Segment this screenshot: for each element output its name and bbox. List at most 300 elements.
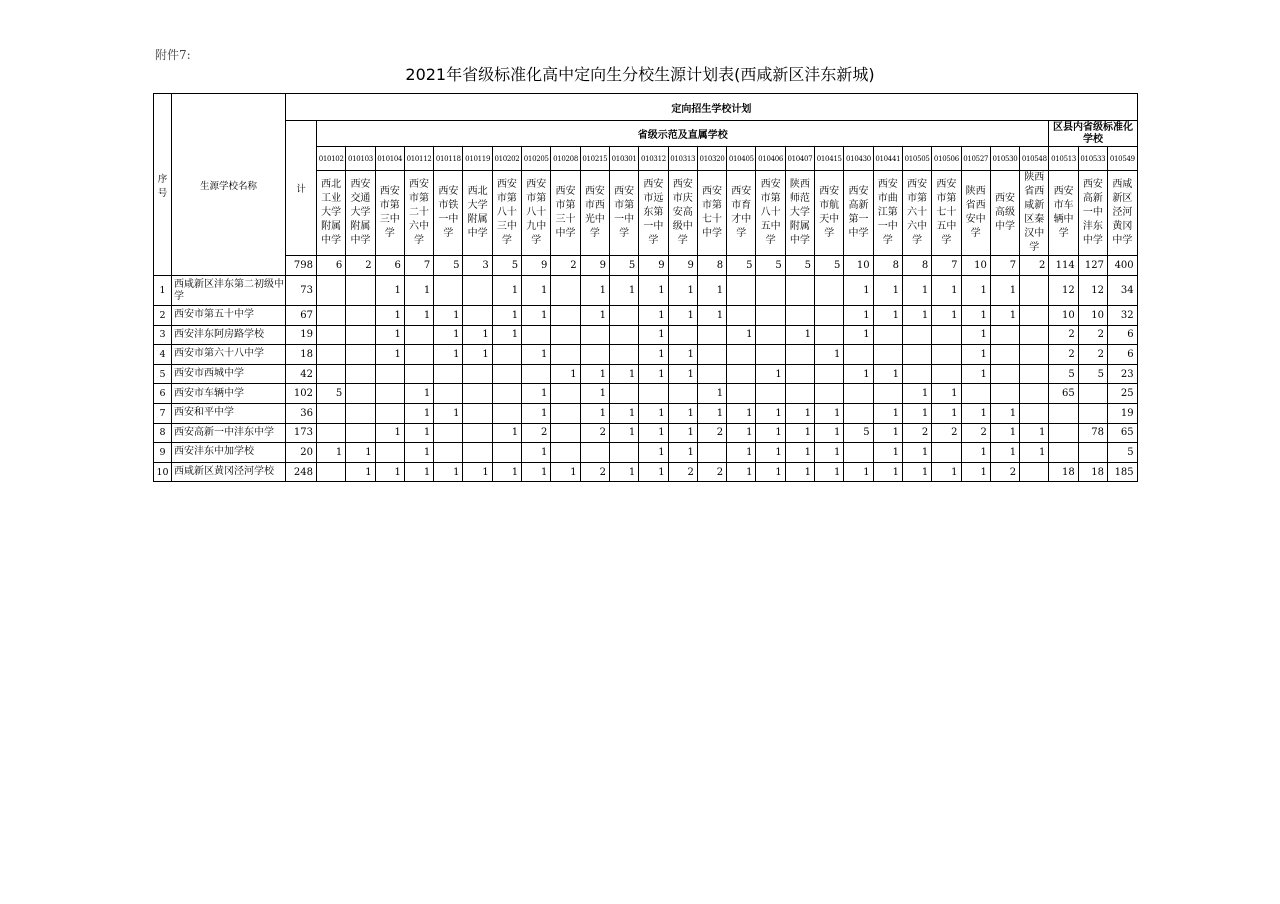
table-row [154,462,1138,482]
plan-cell [522,364,551,384]
plan-cell: 1 [609,364,638,384]
plan-cell: 1 [668,364,697,384]
plan-cell: 2 [580,462,609,482]
plan-cell [727,306,756,326]
row-index: 6 [154,384,172,404]
plan-cell: 1 [522,462,551,482]
plan-cell: 5 [844,423,873,443]
row-total: 67 [286,306,317,326]
table-row [154,423,1138,443]
plan-cell: 1 [785,325,814,345]
plan-cell: 1 [844,364,873,384]
school-code: 010548 [1020,147,1049,171]
plan-cell [873,325,902,345]
school-name-header [346,171,375,256]
plan-cell: 185 [1108,462,1138,482]
row-total: 36 [286,403,317,423]
plan-cell [1049,423,1078,443]
plan-cell [551,423,580,443]
source-school-name: 西安市第六十八中学 [172,345,286,365]
school-code: 010202 [492,147,521,171]
school-code: 010406 [756,147,785,171]
grand-total: 798 [286,256,317,276]
school-name-header [844,171,873,256]
column-total: 6 [375,256,404,276]
school-name-header [551,171,580,256]
plan-cell [346,345,375,365]
plan-cell [404,364,433,384]
plan-cell [1020,306,1049,326]
plan-cell: 1 [434,325,463,345]
plan-cell: 1 [346,462,375,482]
plan-cell [727,276,756,306]
plan-cell: 1 [873,276,902,306]
plan-cell [932,443,961,463]
totals-row [154,256,1138,276]
plan-cell: 1 [639,325,668,345]
school-name-header [1078,171,1107,256]
school-code: 010415 [815,147,844,171]
plan-cell [1049,443,1078,463]
school-code: 010118 [434,147,463,171]
table-row [154,384,1138,404]
school-name-text: 西安市第八十三中学 [496,179,517,246]
plan-cell: 1 [639,364,668,384]
plan-cell [434,364,463,384]
plan-cell: 2 [902,423,931,443]
plan-cell: 1 [404,276,433,306]
school-name-header [727,171,756,256]
plan-cell: 1 [522,384,551,404]
plan-cell: 1 [785,462,814,482]
plan-cell [551,276,580,306]
plan-cell [1020,462,1049,482]
column-total: 5 [492,256,521,276]
school-name-header [404,171,433,256]
plan-cell [317,423,346,443]
school-name-header [815,171,844,256]
plan-cell [463,423,492,443]
plan-cell: 1 [375,306,404,326]
school-code: 010405 [727,147,756,171]
school-name-text: 西安市第三十中学 [555,186,576,239]
row-total: 42 [286,364,317,384]
school-name-text: 陕西师范大学附属中学 [789,179,810,246]
plan-cell: 1 [1020,443,1049,463]
plan-cell [815,306,844,326]
plan-cell [404,325,433,345]
plan-cell: 2 [1078,345,1107,365]
plan-cell [317,276,346,306]
plan-cell: 1 [639,423,668,443]
plan-cell: 1 [727,403,756,423]
row-total: 19 [286,325,317,345]
plan-cell: 1 [375,462,404,482]
plan-cell [1049,403,1078,423]
column-total: 7 [990,256,1019,276]
row-index: 8 [154,423,172,443]
school-name-header [580,171,609,256]
plan-cell: 1 [639,276,668,306]
school-code: 010533 [1078,147,1107,171]
plan-cell [756,325,785,345]
plan-cell [609,306,638,326]
plan-cell: 2 [1078,325,1107,345]
column-total: 5 [785,256,814,276]
plan-cell: 1 [434,306,463,326]
school-name-text: 西安市西光中学 [584,186,605,239]
plan-cell: 5 [1078,364,1107,384]
school-name-header [609,171,638,256]
school-name-text: 西安高级中学 [994,193,1015,232]
plan-cell: 1 [815,423,844,443]
school-name-text: 西安市第一中学 [614,186,635,239]
plan-cell [697,325,726,345]
plan-cell: 1 [815,462,844,482]
plan-group-header: 定向招生学校计划 [286,94,1138,121]
plan-cell [902,345,931,365]
source-school-name: 西安市车辆中学 [172,384,286,404]
plan-cell: 2 [1049,345,1078,365]
school-name-header [317,171,346,256]
plan-cell: 1 [404,306,433,326]
school-name-text: 陕西省西安中学 [965,186,986,239]
plan-cell [434,423,463,443]
column-total: 8 [873,256,902,276]
plan-cell: 1 [609,423,638,443]
plan-cell: 1 [609,276,638,306]
plan-cell [844,345,873,365]
plan-cell [463,276,492,306]
plan-cell: 1 [375,325,404,345]
plan-cell [990,345,1019,365]
header-row-group [154,94,1138,121]
plan-cell: 1 [756,364,785,384]
plan-cell: 1 [961,345,990,365]
provincial-group-header: 省级示范及直属学校 [317,121,1049,147]
plan-cell: 1 [551,364,580,384]
column-total: 2 [346,256,375,276]
plan-cell [1020,384,1049,404]
school-code: 010208 [551,147,580,171]
column-total: 5 [727,256,756,276]
plan-cell: 1 [727,462,756,482]
plan-cell: 1 [522,306,551,326]
plan-cell [756,276,785,306]
plan-cell: 18 [1078,462,1107,482]
header-row-subgroup [154,121,1138,147]
school-code: 010102 [317,147,346,171]
plan-cell: 1 [990,306,1019,326]
plan-cell: 1 [492,423,521,443]
table-row [154,276,1138,306]
plan-cell [697,443,726,463]
plan-cell [844,384,873,404]
plan-cell: 1 [990,276,1019,306]
plan-cell: 1 [580,364,609,384]
plan-cell: 2 [697,423,726,443]
plan-cell: 25 [1108,384,1138,404]
plan-cell: 1 [785,423,814,443]
plan-cell: 19 [1108,403,1138,423]
plan-cell: 1 [580,276,609,306]
school-name-header [1049,171,1078,256]
column-total: 10 [844,256,873,276]
school-name-header [375,171,404,256]
plan-cell: 1 [1020,423,1049,443]
plan-cell [1020,276,1049,306]
plan-cell: 1 [668,443,697,463]
school-name-text: 西安高新一中沣东中学 [1082,179,1103,246]
plan-cell [463,306,492,326]
school-name-header [990,171,1019,256]
plan-cell [609,384,638,404]
column-total: 10 [961,256,990,276]
school-name-text: 西安交通大学附属中学 [350,179,371,246]
plan-cell: 1 [580,403,609,423]
plan-cell: 5 [1049,364,1078,384]
school-name-text: 陕西省西咸新区秦汉中学 [1024,172,1045,253]
plan-cell: 1 [492,306,521,326]
column-total: 9 [522,256,551,276]
plan-cell [727,345,756,365]
plan-cell [990,384,1019,404]
plan-cell [317,345,346,365]
school-name-text: 西安市第八十九中学 [526,179,547,246]
plan-cell [492,364,521,384]
school-name-header [785,171,814,256]
school-code: 010527 [961,147,990,171]
plan-cell [1020,345,1049,365]
plan-cell: 1 [639,462,668,482]
plan-cell [639,384,668,404]
plan-cell: 10 [1078,306,1107,326]
plan-cell: 1 [463,462,492,482]
plan-cell: 1 [990,403,1019,423]
school-name-header [932,171,961,256]
table-row [154,325,1138,345]
source-school-name: 西安市西城中学 [172,364,286,384]
source-school-header: 生源学校名称 [172,94,286,276]
plan-cell: 18 [1049,462,1078,482]
plan-cell: 10 [1049,306,1078,326]
plan-cell [815,364,844,384]
column-total: 7 [404,256,433,276]
plan-cell [1020,364,1049,384]
plan-cell [785,364,814,384]
plan-cell [902,325,931,345]
plan-cell [434,384,463,404]
plan-cell: 1 [902,403,931,423]
plan-cell [990,325,1019,345]
school-code: 010119 [463,147,492,171]
plan-cell: 1 [932,384,961,404]
plan-cell [463,443,492,463]
plan-cell [404,345,433,365]
school-name-header [873,171,902,256]
plan-cell: 1 [463,325,492,345]
source-school-name: 西安沣东中加学校 [172,443,286,463]
plan-cell [375,443,404,463]
plan-cell [727,364,756,384]
plan-cell: 1 [375,276,404,306]
plan-cell: 1 [756,443,785,463]
plan-cell: 1 [609,403,638,423]
school-name-text: 西安市庆安高级中学 [672,179,693,246]
plan-cell: 23 [1108,364,1138,384]
plan-cell [609,325,638,345]
plan-cell: 1 [756,462,785,482]
plan-cell [815,325,844,345]
plan-cell [1078,403,1107,423]
column-total: 8 [902,256,931,276]
plan-cell [434,276,463,306]
school-name-text: 西安市铁一中学 [438,186,459,239]
plan-cell: 1 [346,443,375,463]
source-school-name: 西安和平中学 [172,403,286,423]
plan-table [153,93,1138,482]
school-name-text: 西安市第七十中学 [702,186,722,239]
plan-cell: 1 [844,276,873,306]
school-name-header [1020,171,1049,256]
row-index: 10 [154,462,172,482]
plan-cell [1078,384,1107,404]
school-code: 010530 [990,147,1019,171]
row-index: 7 [154,403,172,423]
column-total: 2 [551,256,580,276]
school-code: 010104 [375,147,404,171]
school-name-header [1108,171,1138,256]
plan-cell [932,345,961,365]
source-school-name: 西安沣东阿房路学校 [172,325,286,345]
school-code: 010301 [609,147,638,171]
plan-cell: 1 [580,306,609,326]
plan-cell: 1 [668,423,697,443]
plan-cell: 1 [756,403,785,423]
plan-cell [785,345,814,365]
row-index: 5 [154,364,172,384]
plan-cell [346,276,375,306]
row-total: 102 [286,384,317,404]
school-name-text: 西安市第七十五中学 [936,179,957,246]
plan-cell [317,462,346,482]
plan-cell: 1 [492,325,521,345]
plan-cell [873,345,902,365]
plan-cell: 1 [902,384,931,404]
plan-cell: 1 [873,306,902,326]
school-code: 010313 [668,147,697,171]
plan-cell: 12 [1078,276,1107,306]
plan-cell [346,306,375,326]
plan-cell [756,345,785,365]
plan-cell: 6 [1108,345,1138,365]
row-total: 73 [286,276,317,306]
plan-cell [346,403,375,423]
plan-cell: 1 [639,403,668,423]
plan-cell [756,384,785,404]
plan-cell [492,403,521,423]
plan-cell [551,306,580,326]
plan-cell [609,345,638,365]
plan-cell: 32 [1108,306,1138,326]
plan-cell: 1 [697,384,726,404]
plan-cell: 1 [492,276,521,306]
source-school-name: 西安市第五十中学 [172,306,286,326]
school-name-header [639,171,668,256]
table-row [154,443,1138,463]
plan-cell [1078,443,1107,463]
plan-cell [317,364,346,384]
column-total: 9 [639,256,668,276]
plan-cell [1020,403,1049,423]
plan-cell: 1 [873,462,902,482]
plan-cell: 1 [522,403,551,423]
school-name-text: 西安市远东第一中学 [643,179,664,246]
plan-cell: 2 [697,462,726,482]
table-row [154,345,1138,365]
plan-cell: 2 [580,423,609,443]
table-row [154,306,1138,326]
row-total: 20 [286,443,317,463]
plan-cell [317,306,346,326]
column-total: 7 [932,256,961,276]
plan-cell [697,345,726,365]
plan-cell: 1 [902,443,931,463]
plan-cell: 1 [932,276,961,306]
school-name-header [522,171,551,256]
plan-cell: 65 [1049,384,1078,404]
plan-cell: 1 [404,384,433,404]
school-code: 010441 [873,147,902,171]
column-total: 9 [668,256,697,276]
school-name-text: 西安市曲江第一中学 [877,179,898,246]
plan-cell: 1 [961,325,990,345]
school-name-header [463,171,492,256]
school-name-text: 西安市车辆中学 [1053,186,1074,239]
school-name-header [756,171,785,256]
plan-cell: 1 [404,462,433,482]
school-code: 010506 [932,147,961,171]
plan-cell: 1 [404,423,433,443]
plan-cell: 1 [434,462,463,482]
plan-cell [522,325,551,345]
plan-cell [961,384,990,404]
plan-cell: 1 [990,443,1019,463]
plan-cell: 1 [873,364,902,384]
plan-cell [873,384,902,404]
table-row [154,364,1138,384]
plan-cell [1020,325,1049,345]
plan-cell: 1 [668,306,697,326]
plan-cell: 1 [463,345,492,365]
column-total: 5 [434,256,463,276]
plan-cell [844,443,873,463]
plan-cell: 1 [785,403,814,423]
school-name-text: 西北工业大学附属中学 [321,179,342,246]
plan-cell: 1 [375,423,404,443]
school-name-text: 西安市航天中学 [819,186,840,239]
school-code: 010320 [697,147,726,171]
plan-cell [902,364,931,384]
plan-cell [346,364,375,384]
plan-cell: 1 [815,443,844,463]
plan-cell: 1 [668,345,697,365]
row-index: 2 [154,306,172,326]
plan-cell: 1 [434,345,463,365]
plan-cell: 1 [404,443,433,463]
school-code: 010312 [639,147,668,171]
document-title: 2021年省级标准化高中定向生分校生源计划表(西咸新区沣东新城) [405,65,875,84]
